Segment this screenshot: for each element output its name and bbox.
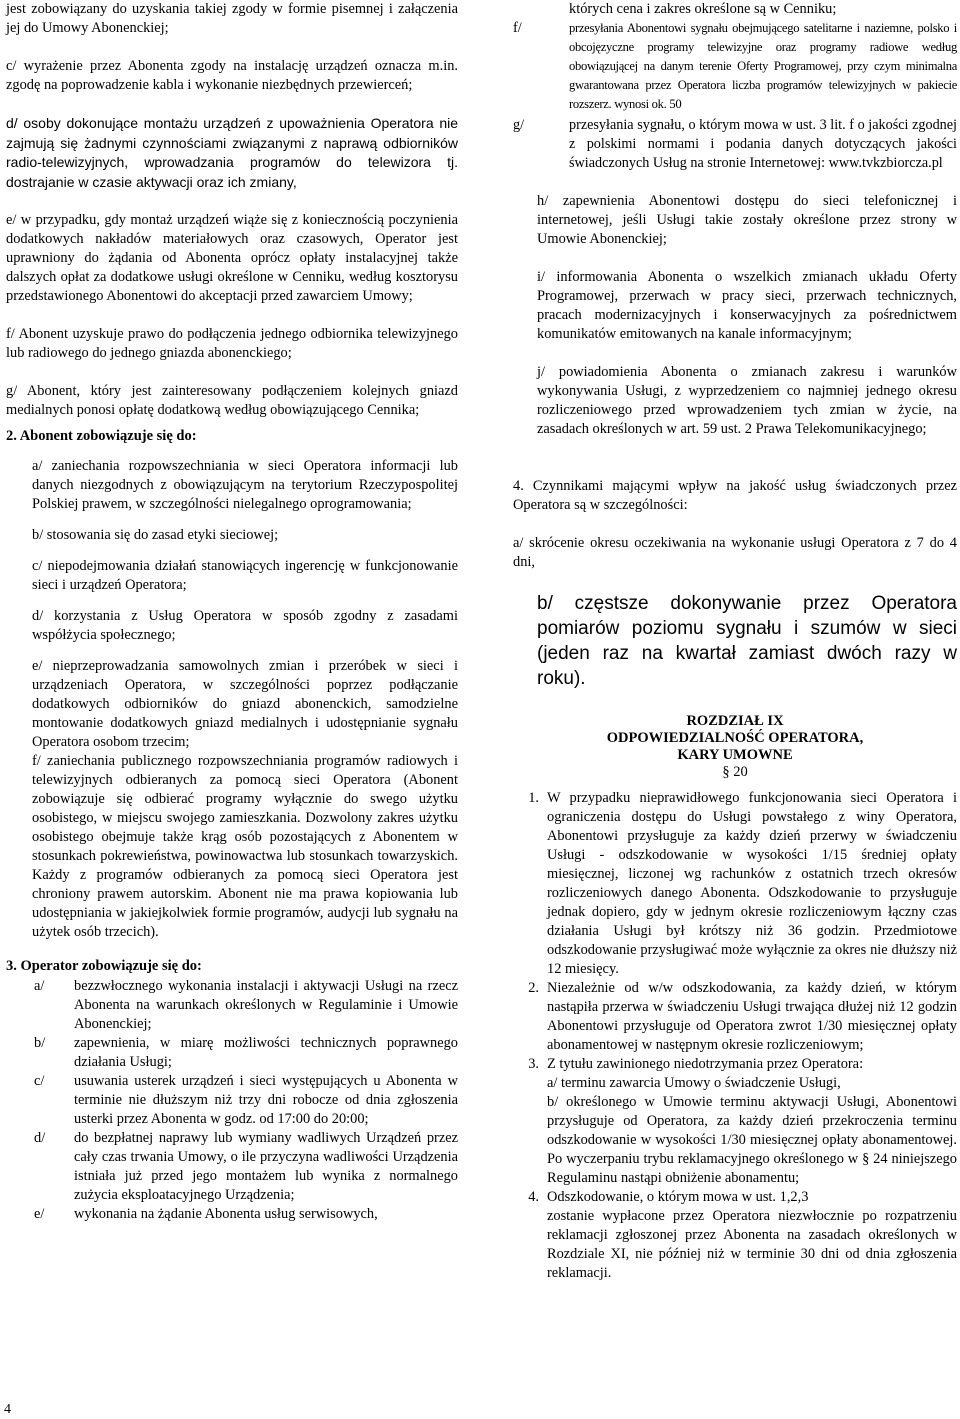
clause-4-rest: zostanie wypłacone przez Operatora niezwłocznie po rozpatrzeniu reklamacji zgłoszonej przez Abonenta na zasadach określonych w Rozdziale XI, nie później niż w terminie 30 dni od dnia zgłoszenia reklamacji. — [547, 1208, 957, 1281]
section-4-item-b: b/ częstsze dokonywanie przez Operatora pomiarów poziomu sygnału i szumów w sieci (jeden raz na kwartał zamiast dwóch razy w roku). — [537, 593, 957, 689]
section-2-item-e: e/ nieprzeprowadzania samowolnych zmian i przeróbek w sieci i urządzeniach Operatora, w szczególności poprzez podłączanie dodatkowych odbiorników do gniazd abonenckich, samodzielne montowanie dodatkowych gniazd medialnych i udostępnianie sygnału Operatora osobom trzecim; — [32, 658, 458, 750]
operator-item-j: j/ powiadomienia Abonenta o zmianach zakresu i warunków wykonywania Usługi, z wyprzedzeniem co najmniej jednego okresu rozliczeniowego przed wprowadzeniem tych zmian w życie, na zasadach określonych w art. 59 ust. 2 Prawa Telekomunikacyjnego; — [537, 364, 957, 437]
item-label: c/ — [34, 1073, 45, 1089]
clause-4 — [513, 1188, 957, 1283]
paragraph-sign: § 20 — [722, 764, 748, 780]
clause-2 — [513, 979, 957, 1055]
section-3-item-c — [6, 1072, 458, 1129]
item-text: zapewnienia, w miarę możliwości technicznych poprawnego działania Usługi; — [74, 1035, 458, 1070]
right-column — [513, 0, 957, 1283]
section-2-item-d: d/ korzystania z Usług Operatora w sposób zgodny z zasadami współżycia społecznego; — [32, 608, 458, 643]
section-3-heading: 3. Operator zobowiązuje się do: — [6, 958, 202, 974]
operator-item-f — [513, 19, 957, 114]
section-2-item-b: b/ stosowania się do zasad etyki sieciowej; — [32, 527, 279, 543]
section-3-item-b — [6, 1034, 458, 1072]
item-label: a/ — [34, 978, 45, 994]
item-text: bezzwłocznego wykonania instalacji i aktywacji Usługi na rzecz Abonenta na warunkach określonych w Regulaminie i Umowie Abonenckiej; — [74, 978, 458, 1032]
clause-1 — [513, 789, 957, 979]
clause-number: 3. — [528, 1056, 539, 1072]
item-text: przesyłania sygnału, o którym mowa w ust. 3 lit. f o jakości zgodnej z polskimi normami i podania danych dotyczących jakości świadczonych Usług na stronie Internetowej: www.tvkzbiorcza.pl — [569, 117, 957, 171]
paragraph-c-consent: c/ wyrażenie przez Abonenta zgody na instalację urządzeń oznacza m.in. zgodę na poprowadzenie kabla i wykonanie niezbędnych przewierceń; — [6, 58, 458, 93]
chapter-title-line-1: ROZDZIAŁ IX — [686, 713, 784, 729]
item-label: g/ — [513, 117, 525, 133]
clause-number: 4. — [528, 1189, 539, 1205]
section-3-item-d — [6, 1129, 458, 1205]
section-2-list — [6, 457, 458, 942]
paragraph-intro-continuation: jest zobowiązany do uzyskania takiej zgody w formie pisemnej i załączenia jej do Umowy Abonenckiej; — [6, 1, 458, 36]
operator-item-i: i/ informowania Abonenta o wszelkich zmianach układu Oferty Programowej, przerwach w pracy sieci, przerwach technicznych, pracach modernizacyjnych i konserwacyjnych za pośrednictwem komunikatów emitowanych na kanale informacyjnym; — [537, 269, 957, 342]
item-label: e/ — [34, 1206, 45, 1222]
section-2-item-a: a/ zaniechania rozpowszechniania w sieci Operatora informacji lub danych niezgodnych z obowiązującym na terytorium Rzeczypospolitej Polskiej prawem, w szczególności nielegalnego oprogramowania; — [32, 458, 458, 512]
section-3-item-e — [6, 1205, 458, 1224]
paragraph-d-installers: d/ osoby dokonujące montażu urządzeń z upoważnienia Operatora nie zajmują się żadnymi czynnościami związanymi z naprawą odbiorników radio-telewizyjnych, wprowadzania programów do telewizora tj. dostrajanie w czasie aktywacji oraz ich zmiany, — [6, 115, 458, 190]
clause-number: 1. — [528, 790, 539, 806]
item-label: b/ — [34, 1035, 46, 1051]
section-2-item-c: c/ niepodejmowania działań stanowiących ingerencję w funkcjonowanie sieci i urządzeń Operatora; — [32, 558, 458, 593]
clause-4-line: Odszkodowanie, o którym mowa w ust. 1,2,3 — [547, 1189, 809, 1205]
page-number: 4 — [4, 1402, 11, 1417]
paragraph-f-one-receiver: f/ Abonent uzyskuje prawo do podłączenia jednego odbiornika telewizyjnego lub radiowego do jednego gniazda abonenckiego; — [6, 326, 458, 361]
item-text: wykonania na żądanie Abonenta usług serwisowych, — [74, 1206, 378, 1222]
clause-3-line: Z tytułu zawinionego niedotrzymania przez Operatora: — [547, 1056, 864, 1072]
section-4-item-a: a/ skrócenie okresu oczekiwania na wykonanie usługi Operatora z 7 do 4 dni, — [513, 535, 957, 570]
operator-item-g — [513, 116, 957, 173]
clause-text: W przypadku nieprawidłowego funkcjonowania sieci Operatora i ograniczenia dostępu do Usługi powstałego z winy Operatora, Abonentowi przysługuje za każdy dzień przerwy w świadczeniu Usługi - odszkodowanie w wysokości 1/15 średniej opłaty miesięcznej, liczonej wg rachunków z ostatnich trzech okresów rozliczeniowych danego Abonenta. Odszkodowanie to przysługuje jednak dopiero, gdy w jednym okresie rozliczeniowym łączny czas działania Usługi był krótszy niż 36 godzin. Przedmiotowe odszkodowanie przysługiwać może wyłącznie za okres nie dłuższy niż 12 miesięcy. — [547, 790, 957, 977]
item-text: usuwania usterek urządzeń i sieci występujących u Abonenta w terminie nie dłuższym niż trzy dni robocze od dnia zgłoszenia usterki przez Abonenta w godz. od 17:00 do 20:00; — [74, 1073, 458, 1127]
operator-item-h: h/ zapewnienia Abonentowi dostępu do sieci telefonicznej i internetowej, jeśli Usługi takie zostały określone przez strony w Umowie Abonenckiej; — [537, 193, 957, 247]
paragraph-continuation: których cena i zakres określone są w Cenniku; — [569, 1, 837, 17]
item-label: f/ — [513, 20, 522, 36]
section-3-item-a — [6, 977, 458, 1034]
paragraph-e-additional-costs: e/ w przypadku, gdy montaż urządzeń wiąże się z koniecznością poczynienia dodatkowych nakładów materiałowych oraz czasowych, Operator jest uprawniony do żądania od Abonenta oprócz opłaty instalacyjnej także dalszych opłat za dodatkowe usługi określone w Cenniku, według kosztorysu przedstawionego Abonentowi do akceptacji przed zawarciem Umowy; — [6, 212, 458, 304]
section-4-intro: 4. Czynnikami mającymi wpływ na jakość usług świadczonych przez Operatora są w szczególności: — [513, 478, 957, 513]
item-text: do bezpłatnej naprawy lub wymiany wadliwych Urządzeń przez cały czas trwania Umowy, o ile przyczyna wadliwości Urządzenia istniała już przed jego montażem lub wynika z normalnego zużycia eksploatacyjnego Urządzenia; — [74, 1130, 458, 1203]
section-2-item-f: f/ zaniechania publicznego rozpowszechniania programów radiowych i telewizyjnych odbieranych za pomocą sieci Operatora (Abonent zobowiązuje się odbierać programy wyłącznie do swego użytku osobistego, w miejscu swojego zamieszkania. Dozwolony zakres użytku osobistego obejmuje także krąg osób pozostających z Abonentem w stosunkach pokrewieństwa, powinowactwa lub stosunkach towarzyskich. Każdy z programów odbieranych za pomocą sieci Operatora jest chroniony prawem autorskim. Abonent nie ma prawa kopiowania lub udostępniania w jakiejkolwiek formie programów, audycji lub sygnału na użytek osób trzecich). — [32, 753, 458, 940]
clause-3-item-a: a/ terminu zawarcia Umowy o świadczenie Usługi, — [547, 1075, 841, 1091]
clause-3-item-b: b/ określonego w Umowie terminu aktywacji Usługi, Abonentowi przysługuje od Operatora, za każdy dzień przekroczenia terminu odszkodowanie w wysokości 1/30 miesięcznej opłaty abonamentowej. Po wyczerpaniu trybu reklamacyjnego określonego w § 24 niniejszego Regulaminu nastąpi obniżenie abonamentu; — [547, 1094, 957, 1186]
paragraph-g-additional-sockets: g/ Abonent, który jest zainteresowany podłączeniem kolejnych gniazd medialnych ponosi opłatę dodatkową według obowiązującego Cennika; — [6, 383, 458, 418]
chapter-title-line-3: KARY UMOWNE — [677, 747, 793, 763]
clause-text — [547, 1188, 957, 1283]
left-column — [6, 0, 458, 1224]
clause-text — [547, 1055, 957, 1188]
section-2-heading: 2. Abonent zobowiązuje się do: — [6, 428, 197, 444]
chapter-title-line-2: ODPOWIEDZIALNOŚĆ OPERATORA, — [606, 730, 864, 746]
clause-3 — [513, 1055, 957, 1188]
item-label: d/ — [34, 1130, 46, 1146]
item-text: przesyłania Abonentowi sygnału obejmującego satelitarne i naziemne, polsko i obcojęzyczne programy telewizyjne oraz programy radiowe według obowiązującej na danym terenie Oferty Programowej, przy czym minimalna gwarantowana przez Operatora liczba programów telewizyjnych w pakiecie rozszerz. wynosi ok. 50 — [569, 21, 957, 111]
clause-text: Niezależnie od w/w odszkodowania, za każdy dzień, w którym nastąpiła przerwa w świadczeniu Usługi trwająca dłużej niż 12 godzin Abonentowi przysługuje od Operatora zwrot 1/30 miesięcznej opłaty abonamentowej w następnym okresie rozliczeniowym; — [547, 980, 957, 1053]
clause-number: 2. — [528, 980, 539, 996]
